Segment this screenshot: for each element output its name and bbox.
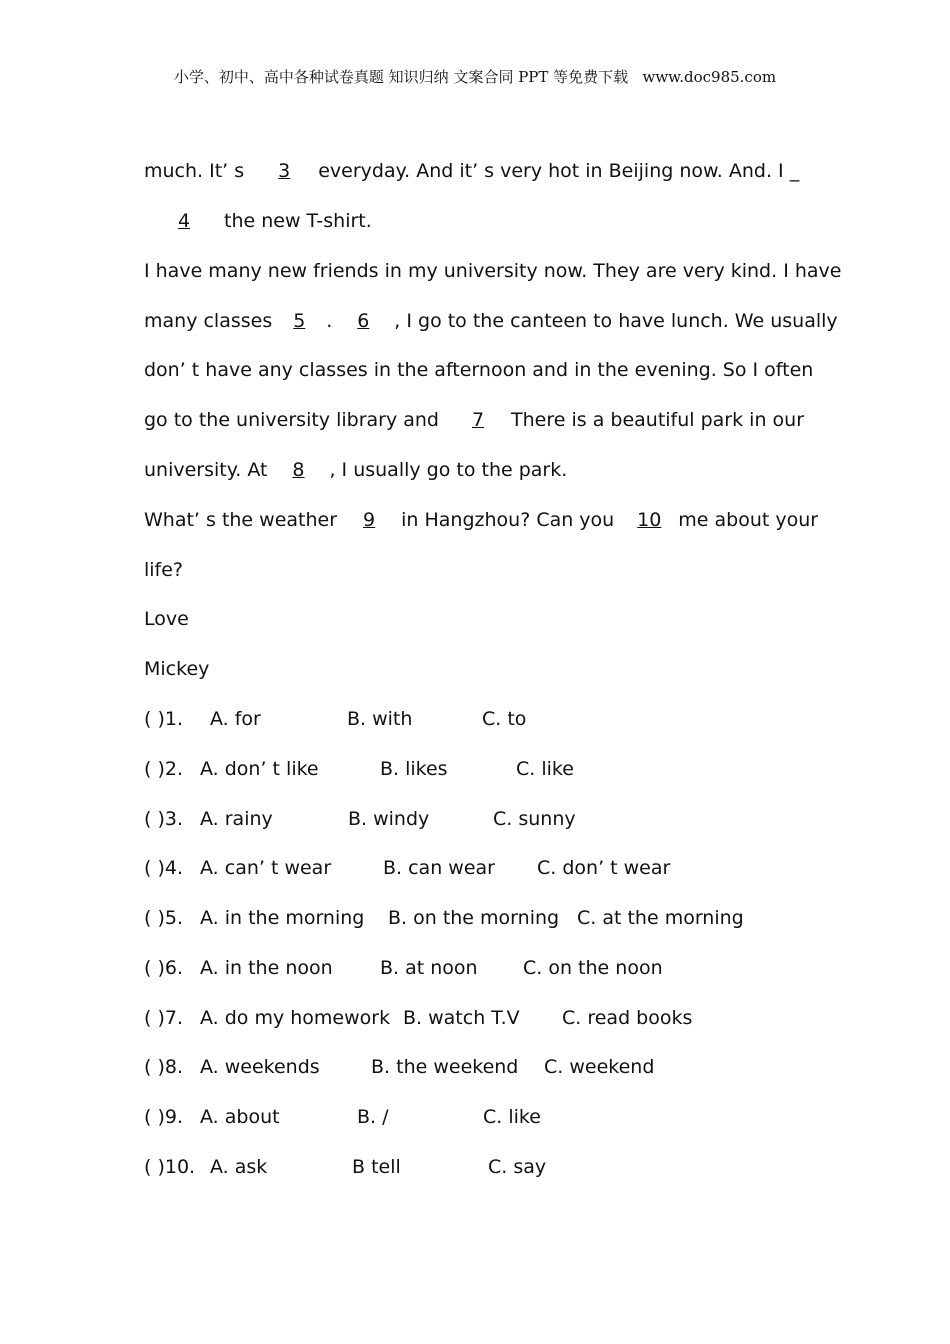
option-b: B tell <box>352 1156 401 1178</box>
passage-line-9: life? <box>144 559 184 581</box>
option-b: B. the weekend <box>371 1056 519 1078</box>
passage-line-2: 4 the new T-shirt. <box>144 209 372 233</box>
passage-line-3: I have many new friends in my university now. They are very kind. I have <box>144 260 842 282</box>
option-c: C. sunny <box>493 808 576 830</box>
question-number: ( )4. <box>144 857 183 879</box>
option-c: C. like <box>516 758 574 780</box>
option-a: A. weekends <box>200 1056 320 1078</box>
page-header <box>0 66 950 87</box>
passage-line-1: much. It’ s 3 everyday. And it’ s very hot in Beijing now. And. I _ <box>144 160 800 182</box>
option-a: A. about <box>200 1106 280 1128</box>
passage-line-10: Love <box>144 608 189 630</box>
blank-4: 4 <box>177 210 191 232</box>
option-a: A. in the morning <box>200 907 365 929</box>
blank-9: 9 <box>363 509 376 531</box>
question-number: ( )2. <box>144 758 183 780</box>
option-c: C. don’ t wear <box>537 857 671 879</box>
blank-10: 10 <box>637 509 662 531</box>
option-c: C. to <box>482 708 527 730</box>
option-b: B. watch T.V <box>403 1007 520 1029</box>
option-a: A. do my homework <box>200 1007 391 1029</box>
option-c: C. weekend <box>544 1056 655 1078</box>
question-number: ( )10. <box>144 1156 196 1178</box>
option-b: B. on the morning <box>388 907 560 929</box>
option-b: B. likes <box>380 758 448 780</box>
question-number: ( )8. <box>144 1056 183 1078</box>
option-b: B. / <box>357 1106 389 1128</box>
passage-line-6: go to the university library and 7 There is a beautiful park in our <box>144 409 805 431</box>
blank-6: 6 <box>357 310 370 332</box>
header-text: 小学、初中、高中各种试卷真题 知识归纳 文案合同 PPT 等免费下载 <box>173 68 629 86</box>
blank-8: 8 <box>292 459 305 481</box>
question-number: ( )9. <box>144 1106 183 1128</box>
passage-line-7: university. At 8 , I usually go to the park. <box>144 459 568 481</box>
passage-line-8: What’ s the weather 9 in Hangzhou? Can you 10 me about your <box>144 509 819 531</box>
option-c: C. at the morning <box>577 907 744 929</box>
option-a: A. in the noon <box>200 957 333 979</box>
blank-3: 3 <box>278 160 291 182</box>
option-a: A. for <box>210 708 261 730</box>
blank-7: 7 <box>471 409 485 431</box>
header-site: www.doc985.com <box>642 68 777 86</box>
question-number: ( )1. <box>144 708 183 730</box>
blank-5: 5 <box>293 310 306 332</box>
passage-line-5: don’ t have any classes in the afternoon and in the evening. So I often <box>144 359 814 381</box>
option-c: C. say <box>488 1156 547 1178</box>
option-c: C. read books <box>562 1007 693 1029</box>
option-a: A. don’ t like <box>200 758 319 780</box>
passage-line-4: many classes 5 . 6 , I go to the canteen to have lunch. We usually <box>144 310 838 332</box>
option-b: B. at noon <box>380 957 478 979</box>
option-a: A. can’ t wear <box>200 857 332 879</box>
option-b: B. windy <box>348 808 430 830</box>
option-a: A. rainy <box>200 808 273 830</box>
question-number: ( )3. <box>144 808 183 830</box>
option-b: B. can wear <box>383 857 495 879</box>
passage-line-11: Mickey <box>144 658 210 680</box>
question-number: ( )7. <box>144 1007 183 1029</box>
question-number: ( )5. <box>144 907 183 929</box>
option-c: C. on the noon <box>523 957 663 979</box>
option-a: A. ask <box>210 1156 268 1178</box>
option-c: C. like <box>483 1106 541 1128</box>
option-b: B. with <box>347 708 413 730</box>
question-number: ( )6. <box>144 957 183 979</box>
